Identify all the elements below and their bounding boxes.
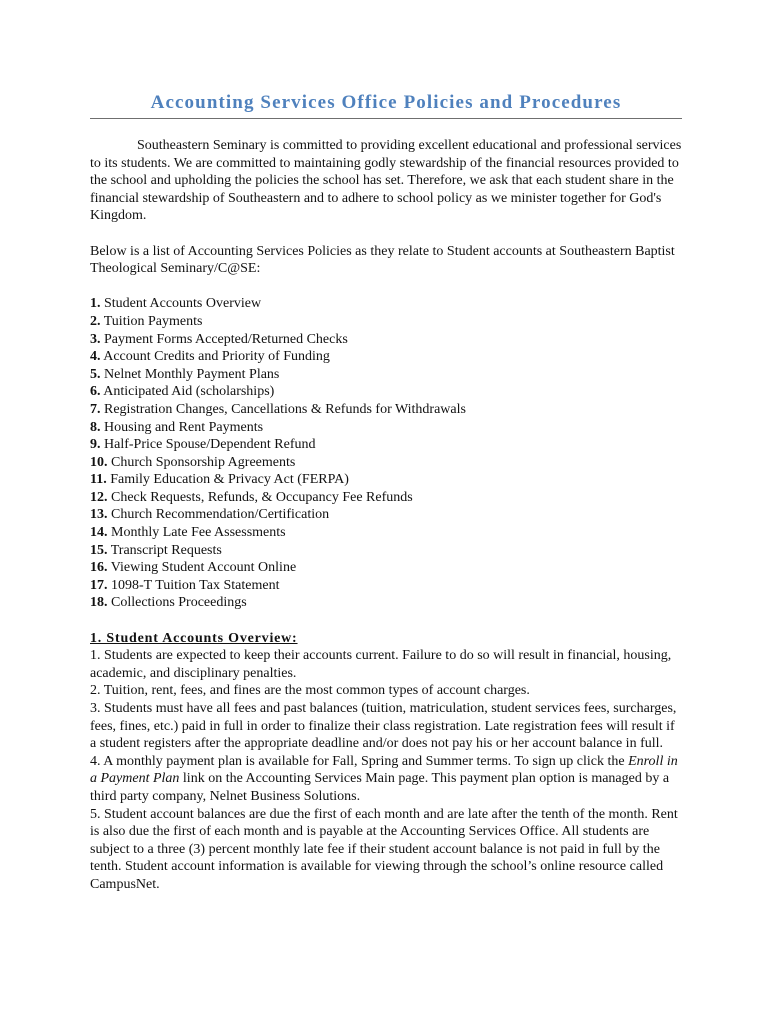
policy-list-item — [90, 506, 682, 524]
policy-number: 14. — [90, 525, 108, 541]
policy-number: 9. — [90, 437, 101, 453]
overview-item-4-text-before: 4. A monthly payment plan is available for Fall, Spring and Summer terms. To sign up click the — [90, 753, 629, 769]
policy-label: Transcript Requests — [110, 542, 222, 558]
policy-list — [90, 295, 682, 612]
policy-label: Family Education & Privacy Act (FERPA) — [110, 472, 349, 488]
list-intro-paragraph: Below is a list of Accounting Services Policies as they relate to Student accounts at Southeastern Baptist Theological Seminary/C@SE: — [90, 243, 675, 277]
overview-item-4-text-after: link on the Accounting Services Main page. This payment plan option is managed by a third party company, Nelnet Business Solutions. — [90, 771, 670, 804]
policy-number: 8. — [90, 419, 101, 435]
policy-list-item — [90, 489, 682, 507]
overview-item-4 — [90, 753, 682, 806]
policy-number: 18. — [90, 595, 108, 611]
policy-number: 15. — [90, 542, 108, 558]
policy-label: Viewing Student Account Online — [110, 560, 297, 576]
policy-list-item — [90, 401, 682, 419]
policy-label: Registration Changes, Cancellations & Refunds for Withdrawals — [104, 401, 466, 417]
policy-label: Account Credits and Priority of Funding — [103, 349, 330, 365]
policy-list-item — [90, 331, 682, 349]
section-heading: 1. Student Accounts Overview: — [90, 630, 298, 646]
enroll-payment-plan-link-text: Enroll in a Payment Plan — [90, 753, 678, 787]
policy-list-item — [90, 542, 682, 560]
spacer — [90, 612, 682, 630]
policy-label: Monthly Late Fee Assessments — [111, 525, 286, 541]
policy-label: 1098-T Tuition Tax Statement — [111, 577, 280, 593]
overview-item-1: 1. Students are expected to keep their accounts current. Failure to do so will result in financial, housing, academic, and disciplinary penalties. — [90, 648, 672, 681]
policy-list-item — [90, 383, 682, 401]
policy-number: 16. — [90, 560, 108, 576]
policy-number: 17. — [90, 577, 108, 593]
policy-label: Half-Price Spouse/Dependent Refund — [104, 437, 316, 453]
policy-label: Church Recommendation/Certification — [111, 507, 330, 523]
policy-label: Check Requests, Refunds, & Occupancy Fee Refunds — [111, 489, 413, 505]
policy-list-item — [90, 295, 682, 313]
overview-item-5: 5. Student account balances are due the first of each month and are late after the tenth of the month. Rent is also due the first of each month and is payable at the Accounting Services Office. All students are subject to a three (3) percent monthly late fee if their student account balance is not paid in full by the tenth. Student account information is available for viewing through the school’s online resource called CampusNet. — [90, 806, 678, 892]
policy-label: Nelnet Monthly Payment Plans — [104, 366, 280, 382]
policy-list-item — [90, 559, 682, 577]
policy-label: Collections Proceedings — [111, 595, 247, 611]
policy-list-item — [90, 524, 682, 542]
policy-list-item — [90, 436, 682, 454]
policy-list-item — [90, 419, 682, 437]
policy-number: 6. — [90, 384, 101, 400]
policy-number: 10. — [90, 454, 108, 470]
policy-list-item — [90, 471, 682, 489]
policy-list-item — [90, 313, 682, 331]
policy-list-item — [90, 454, 682, 472]
policy-number: 5. — [90, 366, 101, 382]
policy-label: Payment Forms Accepted/Returned Checks — [104, 331, 348, 347]
policy-number: 4. — [90, 349, 101, 365]
policy-number: 2. — [90, 313, 101, 329]
policy-list-item — [90, 366, 682, 384]
spacer — [90, 225, 682, 243]
policy-label: Student Accounts Overview — [104, 296, 262, 312]
policy-number: 13. — [90, 507, 108, 523]
policy-list-item — [90, 577, 682, 595]
policy-list-item — [90, 348, 682, 366]
policy-list-item — [90, 594, 682, 612]
policy-label: Housing and Rent Payments — [104, 419, 264, 435]
policy-number: 1. — [90, 296, 101, 312]
spacer — [90, 278, 682, 296]
policy-number: 11. — [90, 472, 107, 488]
document-page — [90, 92, 682, 894]
policy-number: 12. — [90, 489, 108, 505]
policy-number: 3. — [90, 331, 101, 347]
policy-number: 7. — [90, 401, 101, 417]
policy-label: Anticipated Aid (scholarships) — [103, 384, 275, 400]
student-accounts-overview-section — [90, 630, 682, 894]
document-title: Accounting Services Office Policies and Procedures — [90, 92, 682, 119]
policy-label: Tuition Payments — [103, 313, 203, 329]
intro-paragraph: Southeastern Seminary is committed to providing excellent educational and professional services to its students. We are committed to maintaining godly stewardship of the financial resources provided to the school and upholding the policies the school has set. Therefore, we ask that each student share in the financial stewardship of Southeastern and to adhere to school policy as we minister together for God's Kingdom. — [90, 138, 682, 224]
overview-item-3: 3. Students must have all fees and past balances (tuition, matriculation, student services fees, surcharges, fees, fines, etc.) paid in full in order to finalize their class registration. Late registration fees will result if a student registers after the appropriate deadline and/or does not pay his or her account balance in full. — [90, 701, 677, 752]
overview-item-2: 2. Tuition, rent, fees, and fines are the most common types of account charges. — [90, 683, 530, 699]
policy-label: Church Sponsorship Agreements — [111, 454, 296, 470]
